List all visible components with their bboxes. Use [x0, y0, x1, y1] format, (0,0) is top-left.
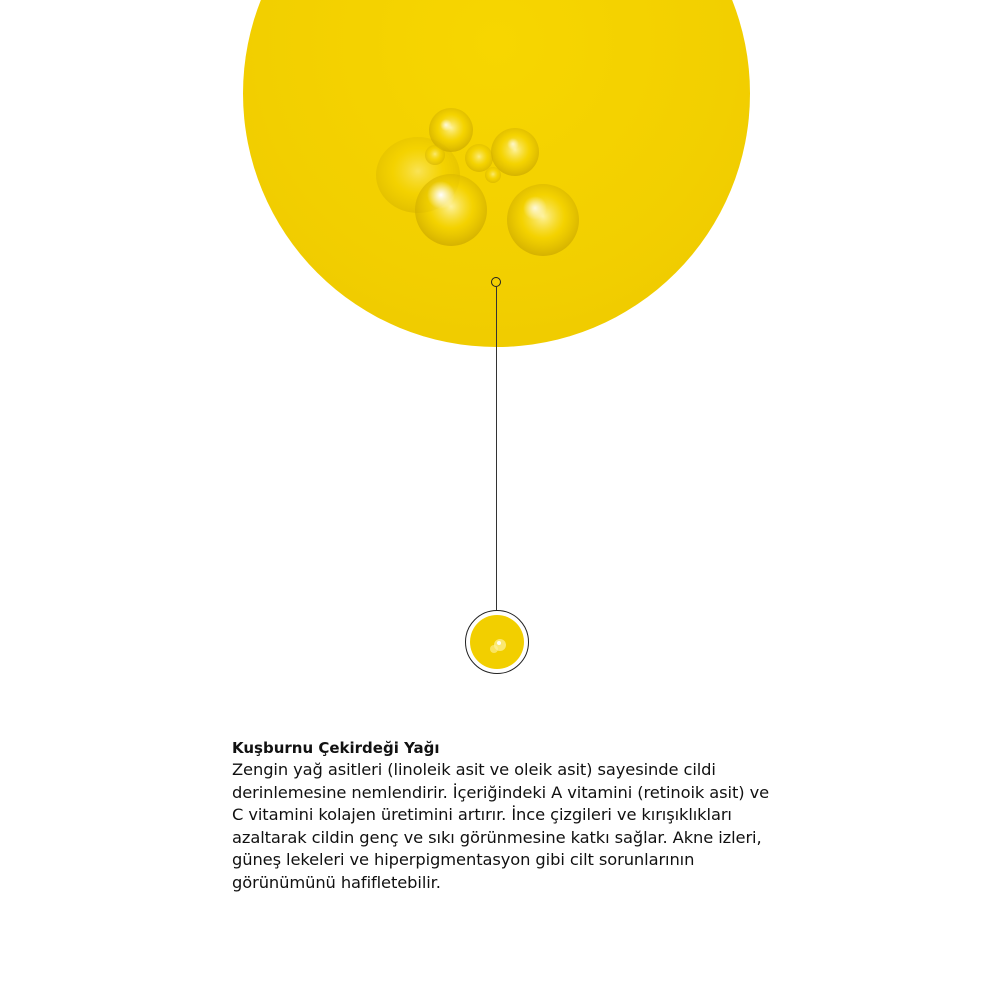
thumbnail-bubbles-graphic — [470, 615, 524, 669]
ingredient-description-block — [232, 737, 777, 894]
ingredient-description: Zengin yağ asitleri (linoleik asit ve oleik asit) sayesinde cildi derinlemesine nemlendirir. İçeriğindeki A vitamini (retinoik asit) ve C vitamini kolajen üretimini artırır. İnce çizgileri ve kırışıklıkları azaltarak cildin genç ve sıkı görünmesine katkı sağlar. Akne izleri, güneş lekeleri ve hiperpigmentasyon gibi cilt sorunlarının görünümünü hafifletebilir. — [232, 760, 770, 892]
pointer-dot — [491, 277, 501, 287]
oil-thumbnail-ring — [465, 610, 529, 674]
oil-thumbnail — [470, 615, 524, 669]
ingredient-title: Kuşburnu Çekirdeği Yağı — [232, 739, 440, 757]
pointer-line — [496, 287, 497, 610]
